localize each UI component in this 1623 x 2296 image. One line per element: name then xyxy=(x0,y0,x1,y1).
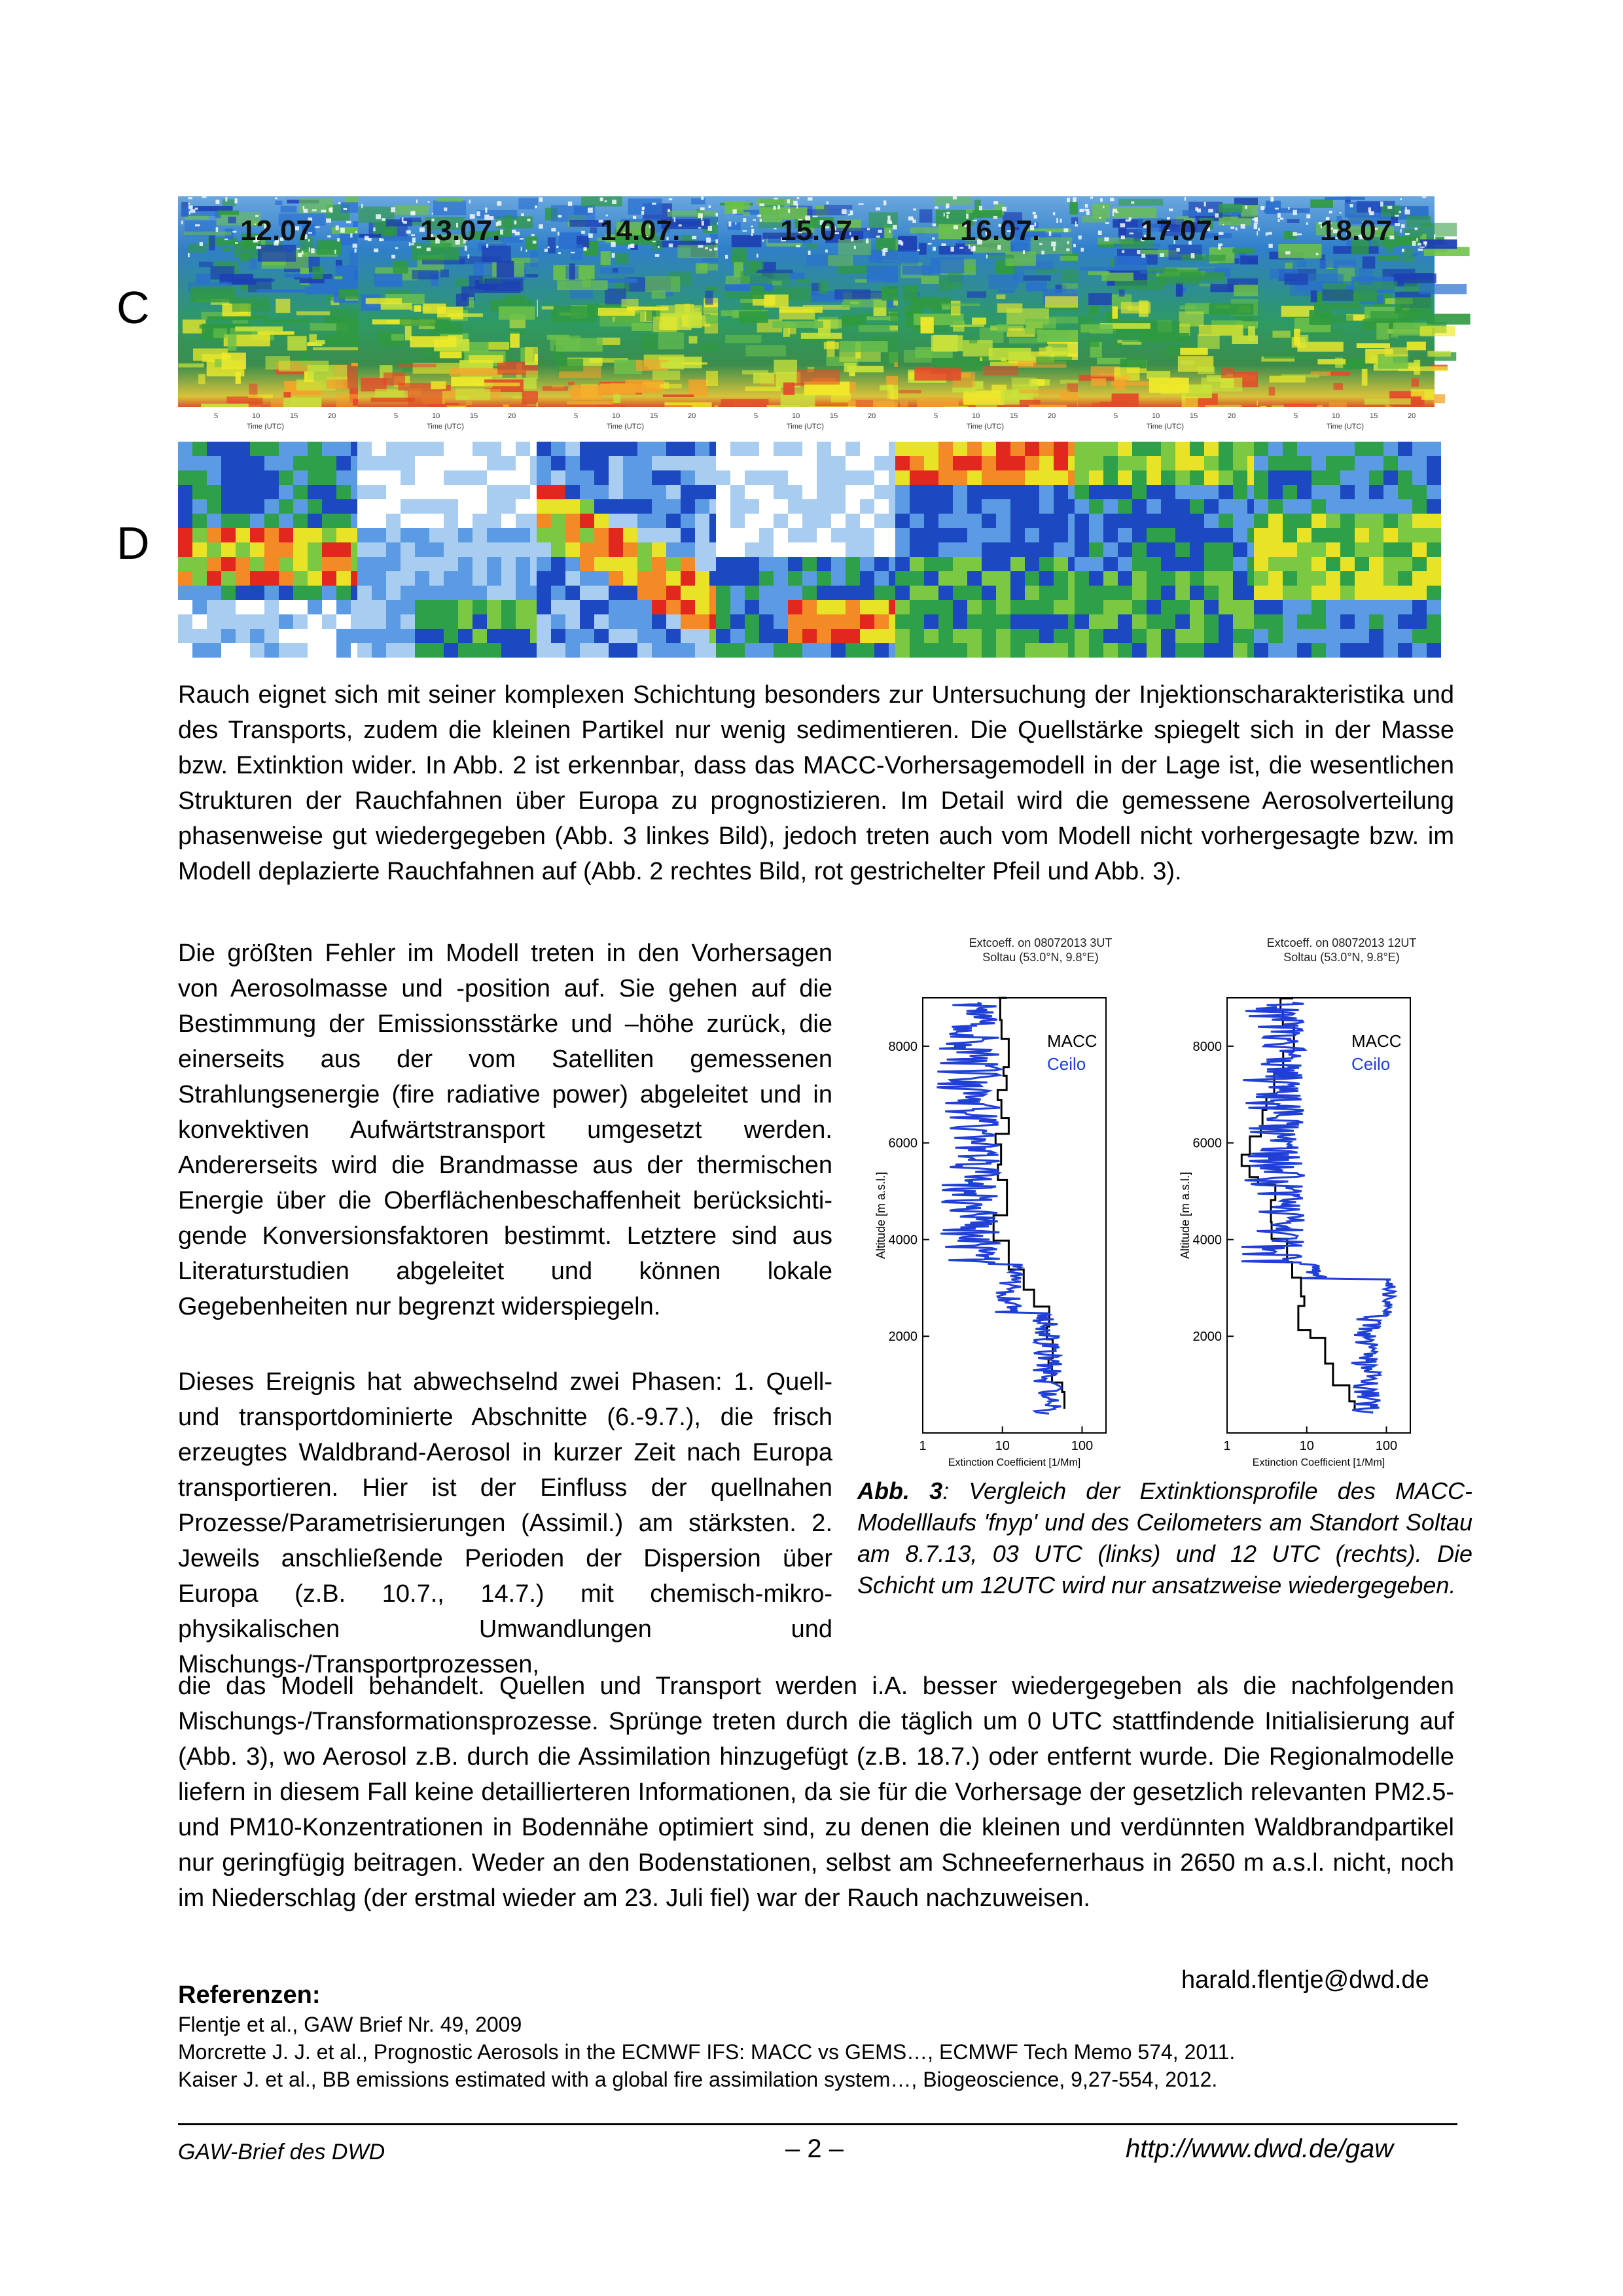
model-panel xyxy=(1075,442,1254,648)
time-tick-label: 15 xyxy=(470,412,478,420)
model-panel xyxy=(357,442,537,648)
time-axis xyxy=(898,407,1078,443)
date-label: 13.07. xyxy=(420,215,501,247)
time-tick-label: 10 xyxy=(792,412,800,420)
time-axis xyxy=(1258,407,1435,443)
time-tick-label: 15 xyxy=(1370,412,1378,420)
time-axis-label: Time (UTC) xyxy=(607,423,645,431)
time-tick-label: 15 xyxy=(830,412,838,420)
y-tick-label: 4000 xyxy=(888,1233,918,1248)
references xyxy=(178,1979,1454,2093)
y-tick-label: 2000 xyxy=(888,1330,918,1345)
model-panel xyxy=(895,442,1075,648)
time-tick-label: 5 xyxy=(754,412,758,420)
time-tick-label: 5 xyxy=(574,412,579,420)
ceilometer-time-height-panels xyxy=(178,196,1435,448)
x-axis-label: Extinction Coefficient [1/Mm] xyxy=(948,1457,1081,1468)
time-tick-label: 10 xyxy=(1332,412,1340,420)
model-panel xyxy=(1254,442,1433,648)
time-tick-label: 10 xyxy=(612,412,620,420)
left-profile-title: Extcoeff. on 08072013 3UT Soltau (53.0°N, 9.8°E) xyxy=(969,936,1113,964)
time-tick-label: 10 xyxy=(972,412,980,420)
time-tick-label: 20 xyxy=(328,412,336,420)
email[interactable]: harald.flentje@dwd.de xyxy=(1181,1966,1429,1994)
time-tick-label: 20 xyxy=(688,412,696,420)
time-axis xyxy=(538,407,718,443)
x-tick-label: 1 xyxy=(1223,1439,1231,1453)
time-tick-label: 20 xyxy=(868,412,876,420)
reference-item: Morcrette J. J. et al., Prognostic Aerosols in the ECMWF IFS: MACC vs GEMS…, ECMWF Tech Memo 574, 2011. xyxy=(178,2040,1236,2064)
date-label: 12.07 xyxy=(240,215,313,247)
time-axis xyxy=(718,407,898,443)
footer-rule xyxy=(178,2123,1457,2125)
footer-url[interactable]: http://www.dwd.de/gaw xyxy=(1126,2134,1394,2163)
y-tick-label: 2000 xyxy=(1192,1330,1222,1345)
time-tick-label: 5 xyxy=(1294,412,1298,420)
x-tick-label: 10 xyxy=(1299,1439,1314,1453)
time-tick-label: 10 xyxy=(432,412,440,420)
time-tick-label: 20 xyxy=(1048,412,1056,420)
paragraph-3a: Dieses Ereignis hat abwechselnd zwei Phasen: 1. Quell- und transportdominierte Abschnitte (6.-9.7.), die frisch erzeugtes Waldbrand-Aerosol in kurzer Zeit nach Europa transportieren. Hier ist der Einfluss der quellnahen Prozesse/Parametrisierungen (Assimil.) am stärksten. 2. Jeweils anschließende Perioden der Dispersion über Europa (z.B. 10.7., 14.7.) mit chemisch-mikro-physikalischen Umwandlungen und Mischungs-/Transportprozessen, xyxy=(178,1368,832,1678)
ceilo-profile-line xyxy=(937,1002,1062,1413)
time-axis-label: Time (UTC) xyxy=(787,423,825,431)
x-axis-label: Extinction Coefficient [1/Mm] xyxy=(1252,1457,1385,1468)
time-axis xyxy=(1078,407,1258,443)
time-axis-label: Time (UTC) xyxy=(967,423,1005,431)
time-tick-label: 15 xyxy=(650,412,658,420)
figure-3-caption xyxy=(857,1475,1472,1601)
y-tick-label: 8000 xyxy=(888,1039,918,1054)
model-panel xyxy=(178,442,357,648)
legend-ceilo: Ceilo xyxy=(1351,1054,1391,1074)
row-label-d: D xyxy=(116,518,150,569)
x-tick-label: 1 xyxy=(919,1439,927,1453)
caption-text: : Vergleich der Extinktionsprofile des MACC-Modelllaufs 'fnyp' und des Ceilometers am Standort Soltau am 8.7.13, 03 UTC (links) und 12 UTC (rechts). Die Schicht um 12UTC wird nur ansatzweise wiedergegeben. xyxy=(857,1477,1472,1598)
y-axis-label: Altitude [m a.s.l.] xyxy=(874,1171,887,1260)
right-profile-title: Extcoeff. on 08072013 12UT Soltau (53.0°N, 9.8°E) xyxy=(1266,936,1417,964)
date-label: 16.07. xyxy=(960,215,1041,247)
time-tick-label: 15 xyxy=(290,412,298,420)
paragraph-1: Rauch eignet sich mit seiner komplexen Schichtung besonders zur Untersuchung der Injektionscharakteristika und des Transports, zudem die kleinen Partikel nur wenig sedimentieren. Die Quellstärke spiegelt sich in der Masse bzw. Extinktion wider. In Abb. 2 ist erkennbar, dass das MACC-Vorhersagemodell in der Lage ist, die wesentlichen Strukturen der Rauchfahnen über Europa zu prognostizieren. Im Detail wird die gemessene Aerosolverteilung phasenweise gut wiedergegeben (Abb. 3 linkes Bild), jedoch treten auch vom Modell nicht vorhergesagte bzw. im Modell deplazierte Rauchfahnen auf (Abb. 2 rechtes Bild, rot gestrichelter Pfeil und Abb. 3). xyxy=(178,681,1454,885)
date-label: 17.07. xyxy=(1140,215,1221,247)
y-tick-label: 6000 xyxy=(1192,1136,1222,1151)
date-label: 18.07 xyxy=(1320,215,1393,247)
y-tick-label: 6000 xyxy=(888,1136,918,1151)
time-axis-label: Time (UTC) xyxy=(247,423,285,431)
time-axis-label: Time (UTC) xyxy=(1147,423,1185,431)
footer-left: GAW-Brief des DWD xyxy=(178,2140,385,2164)
reference-item: Flentje et al., GAW Brief Nr. 49, 2009 xyxy=(178,2013,522,2036)
model-forecast-panels xyxy=(178,442,1435,648)
date-label: 15.07. xyxy=(780,215,861,247)
row-label-c: C xyxy=(116,282,150,333)
paragraph-2: Die größten Fehler im Modell treten in den Vorhersagen von Aerosolmasse und -position auf. Sie gehen auf die Bestimmung der Emissionsstärke und –höhe zurück, die einerseits aus der vom Satelliten gemessenen Strahlungsenergie (fire radiative power) abgeleitet und in konvektiven Aufwärtstransport umgesetzt werden. Andererseits wird die Brandmasse aus der thermischen Energie über die Oberflächenbeschaffenheit berücksichtigende Konversionsfaktoren bestimmt. Letztere sind aus Literaturstudien abgeleitet und können lokale Gegebenheiten nur begrenzt widerspiegeln. xyxy=(178,940,832,1320)
time-tick-label: 5 xyxy=(394,412,399,420)
extinction-profiles-chart xyxy=(844,936,1472,1468)
y-tick-label: 8000 xyxy=(1192,1039,1222,1054)
time-tick-label: 5 xyxy=(1114,412,1118,420)
time-tick-label: 10 xyxy=(1152,412,1160,420)
date-label: 14.07. xyxy=(600,215,681,247)
caption-label: Abb. 3 xyxy=(857,1477,943,1504)
paragraph-3b: die das Modell behandelt. Quellen und Transport werden i.A. besser wiedergegeben als die nachfolgenden Mischungs-/Transformationsprozesse. Sprünge treten durch die täglich um 0 UTC stattfindende Initialisierung auf (Abb. 3), wo Aerosol z.B. durch die Assimilation hinzugefügt (z.B. 18.7.) oder entfernt wurde. Die Regionalmodelle liefern in diesem Fall keine detaillierteren Informationen, da sie für die Vorhersage der gesetzlich relevanten PM2.5- und PM10-Konzentrationen in Bodennähe optimiert sind, zu denen die kleinen und verdünnten Waldbrandpartikel nur geringfügig beitragen. Weder an den Bodenstationen, selbst am Schneefernerhaus in 2650 m a.s.l. nicht, noch im Niederschlag (der erstmal wieder am 23. Juli fiel) war der Rauch nachzuweisen. xyxy=(178,1672,1454,1912)
time-axis-label: Time (UTC) xyxy=(427,423,465,431)
x-tick-label: 100 xyxy=(1375,1439,1398,1453)
time-tick-label: 20 xyxy=(1408,412,1416,420)
time-axis xyxy=(178,407,358,443)
y-tick-label: 4000 xyxy=(1192,1233,1222,1248)
figure-3 xyxy=(844,936,1472,1468)
legend-macc: MACC xyxy=(1351,1031,1402,1051)
page-number: – 2 – xyxy=(785,2134,844,2163)
model-panel xyxy=(716,442,895,648)
time-tick-label: 20 xyxy=(1228,412,1236,420)
time-tick-label: 10 xyxy=(252,412,260,420)
time-tick-label: 15 xyxy=(1010,412,1018,420)
model-panel xyxy=(537,442,716,648)
y-axis-label: Altitude [m a.s.l.] xyxy=(1179,1171,1192,1260)
time-tick-label: 15 xyxy=(1190,412,1198,420)
reference-item: Kaiser J. et al., BB emissions estimated with a global fire assimilation system…, Biogeoscience, 9,27-554, 2012. xyxy=(178,2068,1218,2091)
x-tick-label: 10 xyxy=(995,1439,1010,1453)
time-tick-label: 5 xyxy=(214,412,219,420)
time-tick-label: 5 xyxy=(934,412,938,420)
macc-profile-line xyxy=(1241,998,1355,1409)
references-heading: Referenzen: xyxy=(178,1981,321,2009)
legend-ceilo: Ceilo xyxy=(1047,1054,1086,1074)
time-tick-label: 20 xyxy=(508,412,516,420)
x-tick-label: 100 xyxy=(1071,1439,1094,1453)
time-axis xyxy=(358,407,538,443)
legend-macc: MACC xyxy=(1047,1031,1097,1051)
time-axis-label: Time (UTC) xyxy=(1327,423,1364,431)
